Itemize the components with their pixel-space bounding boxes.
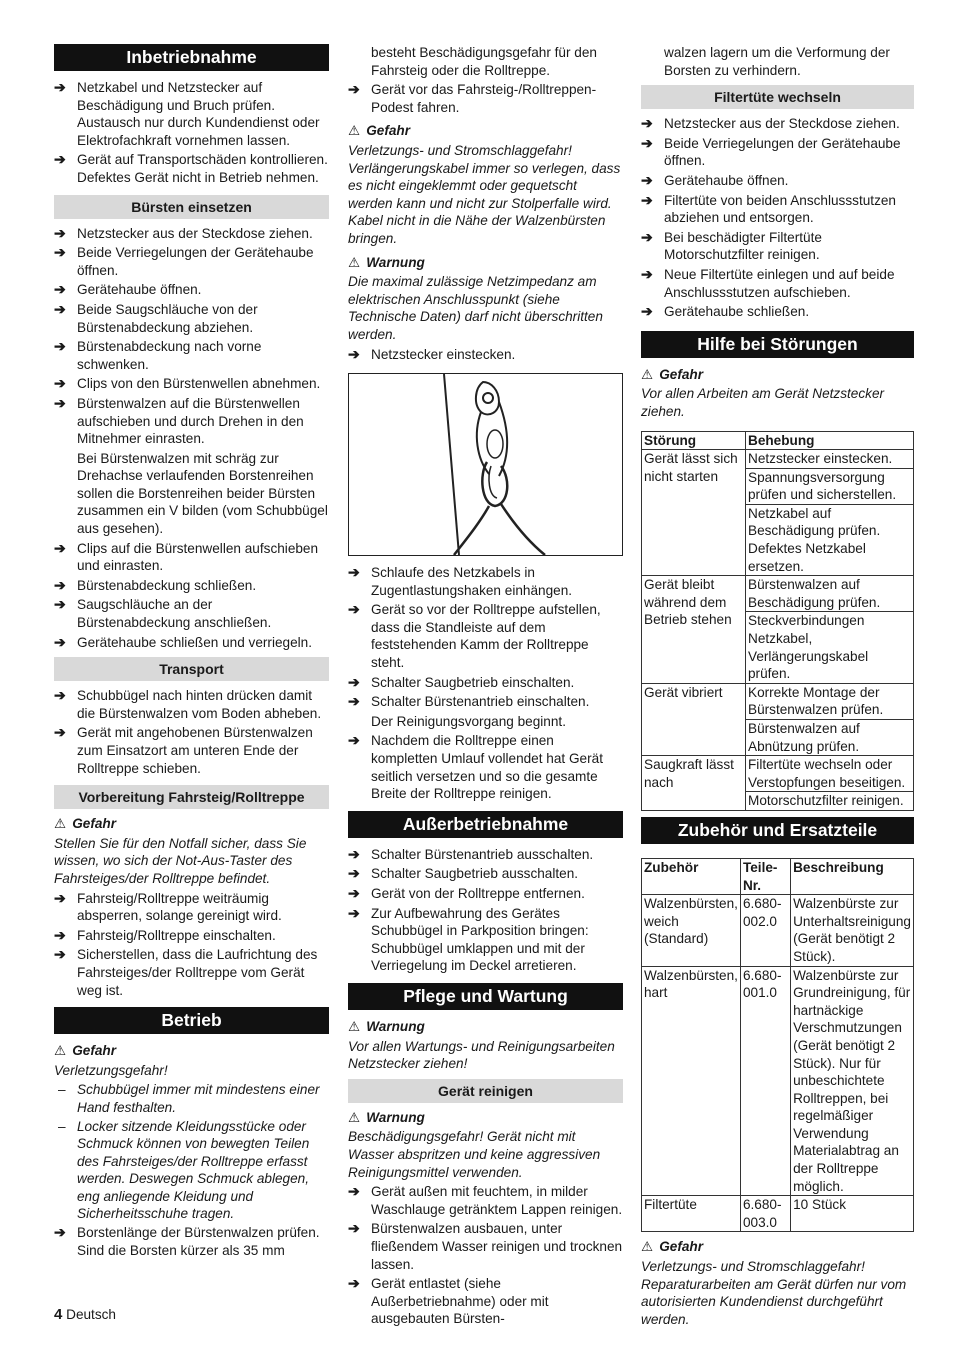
warning-heading: ⚠ Gefahr (641, 366, 704, 382)
heading-inbetriebnahme: Inbetriebnahme (54, 44, 329, 71)
list-item: ➔ Gerät so vor der Rolltreppe aufstellen, dass die Standleiste auf dem feststehenden Kamm der Rolltreppe steht. (348, 601, 601, 671)
warning-heading: ⚠ Gefahr (54, 1043, 117, 1059)
arrow-right-icon: ➔ (348, 1183, 360, 1200)
arrow-right-icon: ➔ (348, 601, 360, 618)
arrow-right-icon: ➔ (54, 394, 66, 411)
list-item: ➔ Borstenlänge der Bürstenwalzen prüfen. Sind die Borsten kürzer als 35 mm (54, 1224, 320, 1258)
list-item: ➔ Zur Aufbewahrung des Gerätes Schubbügel in Parkposition bringen: Schubbügel umklappen und mit der Verriegelung im Deckel arretieren. (348, 904, 589, 974)
fix-cell: Bürstenwalzen auf Abnützung prüfen. (746, 720, 914, 756)
arrow-right-icon: ➔ (54, 244, 66, 261)
warning-text: Verletzungs- und Stromschlaggefahr! Reparaturarbeiten am Gerät dürfen nur vom autorisierten Kundendienst durchgeführt werden. (641, 1259, 907, 1327)
fault-cell: Gerät vibriert (642, 683, 746, 755)
warning-triangle-icon: ⚠ (641, 1239, 654, 1255)
continued-text: besteht Beschädigungsgefahr für den Fahrsteig oder die Rolltreppe. (371, 45, 597, 78)
arrow-right-icon: ➔ (348, 845, 360, 862)
list-item: ➔ Clips auf die Bürstenwellen aufschieben und einrasten. (54, 539, 319, 574)
arrow-right-icon: ➔ (54, 596, 66, 613)
heading-betrieb: Betrieb (54, 1007, 329, 1034)
table-row (642, 895, 914, 966)
language-label: Deutsch (66, 1307, 116, 1322)
fault-cell: Saugkraft lässt nach (642, 756, 746, 811)
arrow-right-icon: ➔ (348, 693, 360, 710)
warning-triangle-icon: ⚠ (348, 1018, 361, 1034)
warning-text: Die maximal zulässige Netzimpedanz am elektrischen Anschlusspunkt (siehe Technische Daten) darf nicht überschritten werden. (348, 274, 603, 342)
list-item: ➔ Saugschläuche an der Bürstenabdeckung anschließen. (54, 596, 272, 631)
arrow-right-icon: ➔ (54, 300, 66, 317)
list-item: ➔ Fahrsteig/Rolltreppe weiträumig absperren, solange gereinigt wird. (54, 889, 282, 924)
arrow-right-icon: ➔ (348, 81, 360, 98)
column-header: Behebung (746, 431, 914, 450)
arrow-right-icon: ➔ (54, 151, 66, 168)
troubleshooting-table (641, 431, 914, 811)
list-item: ➔ Sicherstellen, dass die Laufrichtung des Fahrsteiges/der Rolltreppe vom Gerät weg ist. (54, 946, 318, 998)
list-item: ➔ Neue Filtertüte einlegen und auf beide Anschlussstutzen aufschieben. (641, 265, 895, 300)
part-number: 6.680-002.0 (740, 895, 790, 966)
arrow-right-icon: ➔ (348, 345, 360, 362)
arrow-right-icon: ➔ (54, 633, 66, 650)
warning-heading: ⚠ Warnung (348, 254, 425, 270)
arrow-right-icon: ➔ (348, 564, 360, 581)
arrow-right-icon: ➔ (54, 724, 66, 741)
list-item: ➔ Bei beschädigter Filtertüte Motorschutzfilter reinigen. (641, 228, 822, 263)
arrow-right-icon: ➔ (54, 338, 66, 355)
list-item: ➔ Schlaufe des Netzkabels in Zugentlastungshaken einhängen. (348, 564, 573, 598)
list-item: ➔ Schubbügel nach hinten drücken damit die Bürstenwalzen vom Boden abheben. (54, 687, 322, 721)
arrow-right-icon: ➔ (348, 1275, 360, 1292)
warning-triangle-icon: ⚠ (641, 366, 654, 382)
fix-cell: Korrekte Montage der Bürstenwalzen prüfen. (746, 683, 914, 719)
arrow-right-icon: ➔ (54, 1224, 66, 1241)
arrow-right-icon: ➔ (54, 539, 66, 556)
column-header: Zubehör (642, 858, 741, 894)
part-number: 6.680-003.0 (740, 1196, 790, 1232)
warning-text: Verletzungs- und Stromschlaggefahr! Verlängerungskabel immer so verlegen, dass es nicht eingeklemmt oder gequetscht werden kann und nicht zur Stolperfalle wird. Kabel nicht in die Nähe der Walzenbürsten bringen. (348, 142, 621, 246)
list-item: ➔ Fahrsteig/Rolltreppe einschalten. (54, 926, 276, 943)
table-row (642, 966, 914, 1196)
arrow-right-icon: ➔ (54, 224, 66, 241)
heading-pflege-wartung: Pflege und Wartung (348, 983, 623, 1010)
fault-cell: Gerät lässt sich nicht starten (642, 450, 746, 576)
arrow-right-icon: ➔ (54, 79, 66, 95)
list-item: ➔ Bürstenwalzen ausbauen, unter fließendem Wasser reinigen und trocknen lassen. (348, 1220, 623, 1272)
list-item: ➔ Gerät vor das Fahrsteig-/Rolltreppen-Podest fahren. (348, 81, 597, 115)
list-item: ➔ Gerät mit angehobenen Bürstenwalzen zum Einsatzort am unteren Ende der Rolltreppe schieben. (54, 724, 313, 776)
note-text: Bei Bürstenwalzen mit schräg zur Drehachse verlaufenden Borstenreihen sollen die Borstenreihen beider Bürsten zusammen ein V bilden (vom Schubbügel aus gesehen). (77, 450, 328, 537)
table-row (642, 683, 914, 719)
warning-triangle-icon: ⚠ (348, 123, 361, 139)
accessory-name: Walzenbürsten, hart (642, 966, 741, 1196)
arrow-right-icon: ➔ (348, 865, 360, 882)
heading-hilfe-stoerungen: Hilfe bei Störungen (641, 331, 914, 358)
heading-zubehoer-ersatzteile: Zubehör und Ersatzteile (641, 817, 914, 844)
page-footer (54, 1306, 116, 1324)
arrow-right-icon: ➔ (348, 1220, 360, 1237)
list-item: ➔ Gerätehaube öffnen. (641, 171, 789, 188)
list-item: ➔ Schalter Bürstenantrieb einschalten. (348, 693, 590, 710)
list-item: ➔ Netzstecker aus der Steckdose ziehen. (54, 224, 313, 241)
page-number: 4 (54, 1306, 63, 1323)
warning-text: Stellen Sie für den Notfall sicher, dass Sie wissen, wo sich der Not-Aus-Taster des Fahrsteiges/der Rolltreppe befindet. (54, 835, 307, 886)
warning-heading: ⚠ Warnung (348, 1109, 425, 1125)
fix-cell: Bürstenwalzen auf Beschädigung prüfen. (746, 576, 914, 612)
dash-item: – Locker sitzende Kleidungsstücke oder Schmuck können von bewegten Teilen des Fahrsteiges/der Rolltreppe erfasst werden. Deswegen Schmuck ablegen, eng anliegende Kleidung und Sicherheitsschuhe tragen. (58, 1118, 310, 1222)
arrow-right-icon: ➔ (54, 926, 66, 943)
heading-vorbereitung: Vorbereitung Fahrsteig/Rolltreppe (54, 785, 329, 809)
arrow-right-icon: ➔ (641, 228, 653, 245)
arrow-right-icon: ➔ (641, 265, 653, 282)
warning-heading: ⚠ Warnung (348, 1018, 425, 1034)
table-header-row (642, 858, 914, 894)
note-text: Der Reinigungsvorgang beginnt. (371, 713, 566, 729)
heading-ausserbetriebnahme: Außerbetriebnahme (348, 811, 623, 838)
column-header: Teile-Nr. (740, 858, 790, 894)
list-item: ➔ Bürstenwalzen auf die Bürstenwellen aufschieben und durch Drehen in den Mitnehmer einrasten. (54, 394, 304, 447)
accessory-description: 10 Stück (791, 1196, 914, 1232)
cable-hook-drawing (349, 374, 622, 555)
table-row (642, 450, 914, 469)
list-item: ➔ Gerät von der Rolltreppe entfernen. (348, 885, 585, 901)
list-item: ➔ Nachdem die Rolltreppe einen kompletten Umlauf vollendet hat Gerät seitlich versetzen und so die gesamte Breite der Rolltreppe reinigen. (348, 732, 603, 802)
list-item: ➔ Netzkabel und Netzstecker auf Beschädigung und Bruch prüfen. Austausch nur durch Kundendienst oder Elektrofachkraft vornehmen lassen. (54, 79, 320, 148)
fix-cell: Steckverbindungen Netzkabel, Verlängerungskabel prüfen. (746, 612, 914, 683)
heading-geraet-reinigen: Gerät reinigen (348, 1079, 623, 1103)
warning-text: Beschädigungsgefahr! Gerät nicht mit Wasser abspritzen und keine aggressiven Reinigungsmittel verwenden. (348, 1129, 601, 1180)
fix-cell: Motorschutzfilter reinigen. (746, 792, 914, 811)
arrow-right-icon: ➔ (348, 904, 360, 921)
accessories-table (641, 858, 914, 1232)
dash-item: – Schubbügel immer mit mindestens einer Hand festhalten. (58, 1082, 320, 1115)
column-1 (54, 44, 329, 1261)
table-row (642, 1196, 914, 1232)
warning-heading: ⚠ Gefahr (54, 816, 117, 832)
list-item: ➔ Filtertüte von beiden Anschlussstutzen abziehen und entsorgen. (641, 191, 896, 226)
arrow-right-icon: ➔ (641, 134, 653, 151)
arrow-right-icon: ➔ (641, 191, 653, 208)
warning-triangle-icon: ⚠ (54, 1043, 67, 1059)
column-header: Beschreibung (791, 858, 914, 894)
continued-text: walzen lagern um die Verformung der Borsten zu verhindern. (664, 45, 890, 78)
warning-text: Verletzungsgefahr! (54, 1062, 168, 1078)
heading-buersten-einsetzen: Bürsten einsetzen (54, 195, 329, 219)
warning-text: Vor allen Wartungs- und Reinigungsarbeiten Netzstecker ziehen! (348, 1038, 615, 1072)
list-item: ➔ Gerät auf Transportschäden kontrollieren. Defektes Gerät nicht in Betrieb nehmen. (54, 151, 328, 185)
cable-hook-illustration (348, 373, 623, 556)
column-2 (348, 44, 623, 1330)
heading-filtertuete-wechseln: Filtertüte wechseln (641, 85, 914, 109)
arrow-right-icon: ➔ (641, 115, 653, 132)
list-item: ➔ Netzstecker aus der Steckdose ziehen. (641, 115, 900, 132)
arrow-right-icon: ➔ (54, 375, 66, 392)
arrow-right-icon: ➔ (54, 281, 66, 298)
arrow-right-icon: ➔ (54, 687, 66, 704)
list-item: ➔ Gerät entlastet (siehe Außerbetriebnahme) oder mit ausgebauten Bürsten- (348, 1275, 549, 1327)
list-item: ➔ Gerätehaube schließen und verriegeln. (54, 633, 313, 650)
list-item: ➔ Gerätehaube öffnen. (54, 281, 202, 298)
fix-cell: Netzkabel auf Beschädigung prüfen. Defektes Netzkabel ersetzen. (746, 504, 914, 575)
accessory-description: Walzenbürste zur Grundreinigung, für hartnäckige Verschmutzungen (Gerät benötigt 2 Stück). Nur für unbeschichtete Rolltreppen, bei regelmäßiger Verwendung Materialabtrag an der Rolltreppe möglich. (791, 966, 914, 1196)
fix-cell: Filtertüte wechseln oder Verstopfungen beseitigen. (746, 756, 914, 792)
list-item: ➔ Beide Verriegelungen der Gerätehaube öffnen. (54, 244, 314, 278)
column-3 (641, 44, 914, 1330)
heading-transport: Transport (54, 657, 329, 681)
warning-heading: ⚠ Gefahr (641, 1239, 704, 1255)
warning-triangle-icon: ⚠ (54, 816, 67, 832)
list-item: ➔ Bürstenabdeckung schließen. (54, 576, 257, 593)
fault-cell: Gerät bleibt während dem Betrieb stehen (642, 576, 746, 684)
arrow-right-icon: ➔ (641, 171, 653, 188)
arrow-right-icon: ➔ (54, 889, 66, 906)
arrow-right-icon: ➔ (348, 732, 360, 749)
fix-cell: Spannungsversorgung prüfen und sicherstellen. (746, 468, 914, 504)
warning-text: Vor allen Arbeiten am Gerät Netzstecker ziehen. (641, 386, 885, 419)
warning-heading: ⚠ Gefahr (348, 123, 411, 139)
table-row (642, 576, 914, 612)
warning-triangle-icon: ⚠ (348, 1109, 361, 1125)
list-item: ➔ Clips von den Bürstenwellen abnehmen. (54, 375, 321, 392)
accessory-name: Filtertüte (642, 1196, 741, 1232)
fix-cell: Netzstecker einstecken. (746, 450, 914, 469)
arrow-right-icon: ➔ (641, 303, 653, 320)
list-item: ➔ Gerätehaube schließen. (641, 303, 810, 320)
arrow-right-icon: ➔ (348, 673, 360, 690)
list-item: ➔ Bürstenabdeckung nach vorne schwenken. (54, 338, 262, 372)
list-item: ➔ Beide Saugschläuche von der Bürstenabdeckung abziehen. (54, 300, 258, 335)
list-item: ➔ Schalter Saugbetrieb einschalten. (348, 673, 575, 690)
column-header: Störung (642, 431, 746, 450)
list-item: ➔ Beide Verriegelungen der Gerätehaube öffnen. (641, 134, 901, 169)
list-item: ➔ Schalter Saugbetrieb ausschalten. (348, 865, 579, 882)
accessory-description: Walzenbürste zur Unterhaltsreinigung (Gerät benötigt 2 Stück). (791, 895, 914, 966)
accessory-name: Walzenbürsten, weich (Standard) (642, 895, 741, 966)
arrow-right-icon: ➔ (348, 885, 360, 901)
arrow-right-icon: ➔ (54, 576, 66, 593)
list-item: ➔ Schalter Bürstenantrieb ausschalten. (348, 845, 594, 862)
warning-triangle-icon: ⚠ (348, 254, 361, 270)
part-number: 6.680-001.0 (740, 966, 790, 1196)
table-row (642, 756, 914, 792)
table-header-row (642, 431, 914, 450)
list-item: ➔ Netzstecker einstecken. (348, 345, 516, 362)
arrow-right-icon: ➔ (54, 946, 66, 963)
list-item: ➔ Gerät außen mit feuchtem, in milder Waschlauge getränktem Lappen reinigen. (348, 1183, 623, 1217)
